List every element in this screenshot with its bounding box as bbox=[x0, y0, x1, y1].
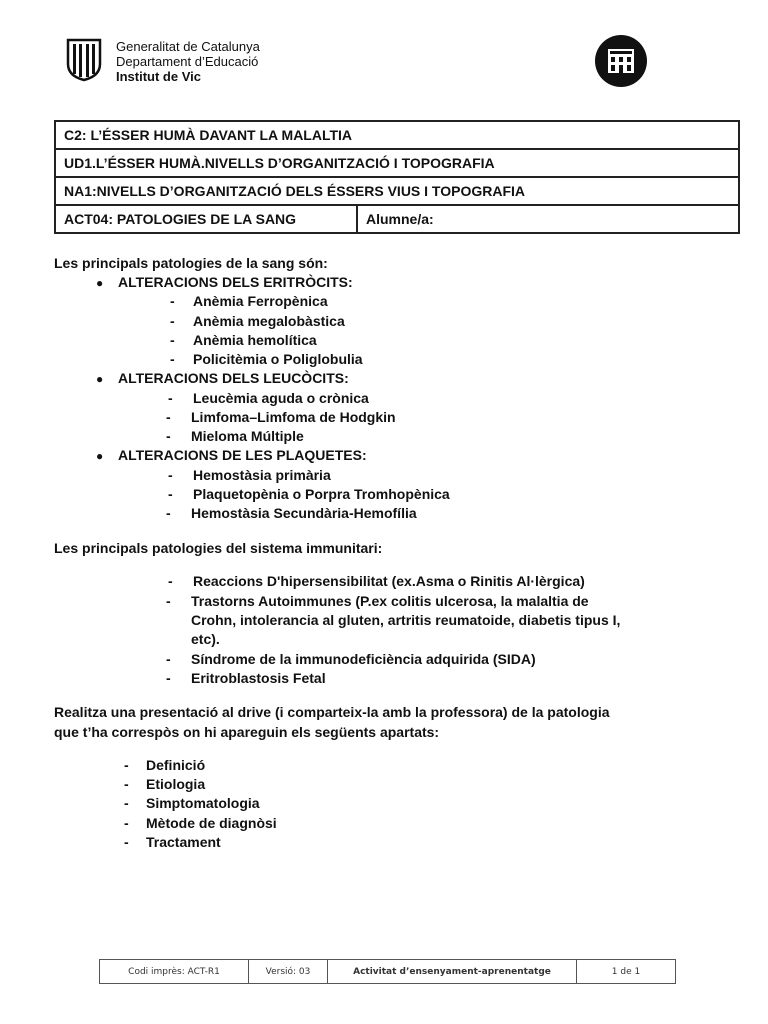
info-row-activity bbox=[55, 205, 739, 233]
list-item: Plaquetopènia o Porpra Tromhopènica bbox=[193, 486, 450, 502]
list-item: Mieloma Múltiple bbox=[191, 428, 304, 444]
list-item: Hemostàsia primària bbox=[193, 467, 331, 483]
dash-icon: - bbox=[170, 293, 175, 309]
footer-version: Versió: 03 bbox=[249, 960, 328, 984]
list-item: Reaccions D'hipersensibilitat (ex.Asma o Rinitis Al·lèrgica) bbox=[193, 573, 585, 589]
activity-title: ACT04: PATOLOGIES DE LA SANG bbox=[55, 205, 357, 233]
task-instruction-line-2: que t’ha correspòs on hi apareguin els següents apartats: bbox=[54, 724, 440, 740]
dash-icon: - bbox=[166, 670, 171, 686]
list-item: Síndrome de la immunodeficiència adquirida (SIDA) bbox=[191, 651, 536, 667]
dash-icon: - bbox=[166, 409, 171, 425]
group-erythrocytes-title: ALTERACIONS DELS ERITRÒCITS: bbox=[118, 274, 353, 290]
dash-icon: - bbox=[166, 593, 171, 609]
bullet-icon: ● bbox=[96, 449, 104, 463]
dash-icon: - bbox=[124, 834, 129, 850]
list-item-continuation: Crohn, intolerancia al gluten, artritis reumatoide, diabetis tipus I, bbox=[191, 612, 621, 628]
dash-icon: - bbox=[124, 776, 129, 792]
school-logo-icon bbox=[595, 35, 647, 87]
task-instruction-line-1: Realitza una presentació al drive (i comparteix-la amb la professora) de la patologia bbox=[54, 704, 610, 720]
immune-intro: Les principals patologies del sistema immunitari: bbox=[54, 540, 383, 556]
list-item: Policitèmia o Poliglobulia bbox=[193, 351, 363, 367]
learning-unit-title: NA1:NIVELLS D’ORGANITZACIÓ DELS ÉSSERS VIUS I TOPOGRAFIA bbox=[55, 177, 739, 205]
bullet-icon: ● bbox=[96, 276, 104, 290]
dash-icon: - bbox=[170, 332, 175, 348]
list-item: Eritroblastosis Fetal bbox=[191, 670, 326, 686]
org-line-2: Departament d’Educació bbox=[116, 54, 259, 69]
generalitat-emblem-icon bbox=[66, 38, 102, 82]
org-line-3: Institut de Vic bbox=[116, 69, 201, 84]
info-row-unit bbox=[55, 149, 739, 177]
dash-icon: - bbox=[168, 390, 173, 406]
footer-code: Codi imprès: ACT-R1 bbox=[100, 960, 249, 984]
organization-name bbox=[116, 39, 260, 84]
list-item: Simptomatologia bbox=[146, 795, 260, 811]
list-item: Anèmia megalobàstica bbox=[193, 313, 345, 329]
dash-icon: - bbox=[168, 467, 173, 483]
list-item: Hemostàsia Secundària-Hemofília bbox=[191, 505, 417, 521]
dash-icon: - bbox=[170, 313, 175, 329]
dash-icon: - bbox=[124, 757, 129, 773]
dash-icon: - bbox=[166, 428, 171, 444]
document-footer bbox=[99, 959, 676, 984]
activity-info-table bbox=[54, 120, 740, 234]
group-leukocytes-title: ALTERACIONS DELS LEUCÒCITS: bbox=[118, 370, 349, 386]
dash-icon: - bbox=[168, 486, 173, 502]
list-item: Anèmia hemolítica bbox=[193, 332, 317, 348]
dash-icon: - bbox=[124, 795, 129, 811]
course-title: C2: L’ÉSSER HUMÀ DAVANT LA MALALTIA bbox=[55, 121, 739, 149]
dash-icon: - bbox=[170, 351, 175, 367]
list-item: Trastorns Autoimmunes (P.ex colitis ulcerosa, la malaltia de bbox=[191, 593, 589, 609]
list-item: Limfoma–Limfoma de Hodgkin bbox=[191, 409, 396, 425]
dash-icon: - bbox=[124, 815, 129, 831]
unit-title: UD1.L’ÉSSER HUMÀ.NIVELLS D’ORGANITZACIÓ I TOPOGRAFIA bbox=[55, 149, 739, 177]
student-name-field[interactable]: Alumne/a: bbox=[357, 205, 739, 233]
list-item: Etiologia bbox=[146, 776, 206, 792]
list-item: Definició bbox=[146, 757, 206, 773]
dash-icon: - bbox=[166, 505, 171, 521]
list-item: Tractament bbox=[146, 834, 221, 850]
footer-title: Activitat d’ensenyament-aprenentatge bbox=[328, 960, 577, 984]
dash-icon: - bbox=[168, 573, 173, 589]
footer-page-number: 1 de 1 bbox=[577, 960, 676, 984]
info-row-course bbox=[55, 121, 739, 149]
list-item: Mètode de diagnòsi bbox=[146, 815, 277, 831]
info-row-learning-unit bbox=[55, 177, 739, 205]
group-platelets-title: ALTERACIONS DE LES PLAQUETES: bbox=[118, 447, 367, 463]
org-line-1: Generalitat de Catalunya bbox=[116, 39, 260, 54]
list-item: Leucèmia aguda o crònica bbox=[193, 390, 369, 406]
list-item-continuation: etc). bbox=[191, 631, 220, 647]
blood-intro: Les principals patologies de la sang són: bbox=[54, 255, 328, 271]
dash-icon: - bbox=[166, 651, 171, 667]
bullet-icon: ● bbox=[96, 372, 104, 386]
list-item: Anèmia Ferropènica bbox=[193, 293, 328, 309]
